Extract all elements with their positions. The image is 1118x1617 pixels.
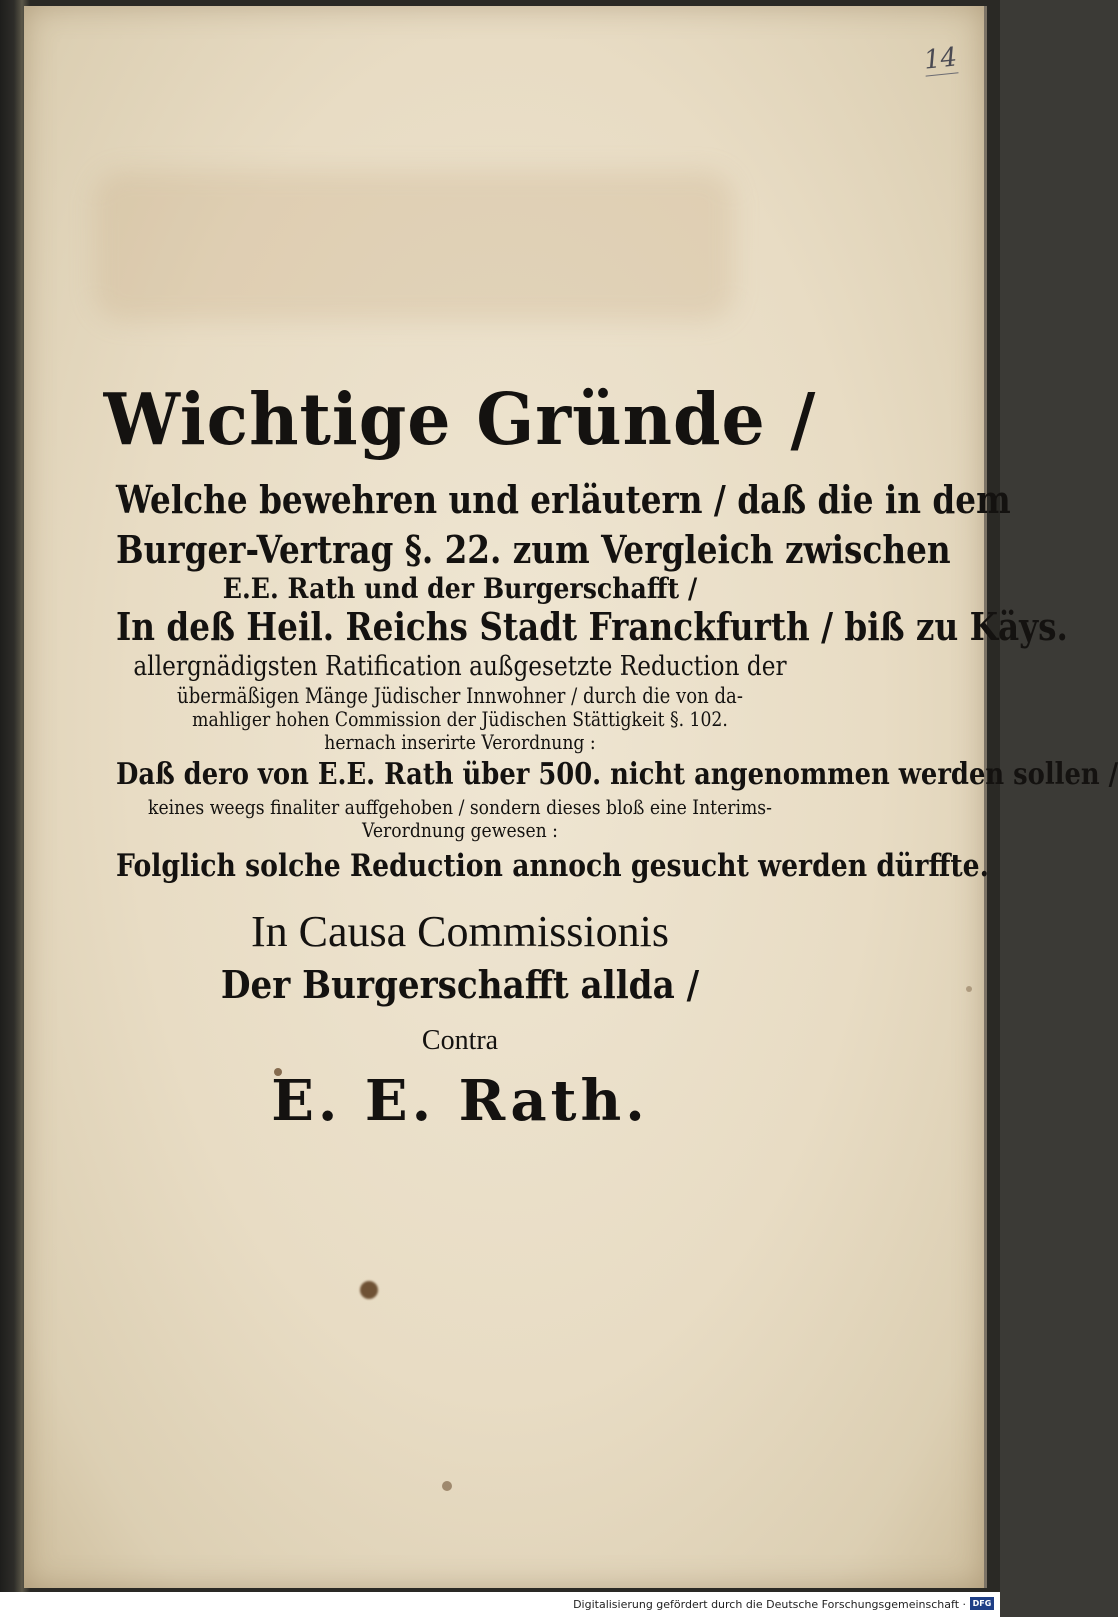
ink-spot — [360, 1281, 378, 1299]
page-number: 14 — [922, 42, 959, 76]
subtitle-line: mahliger hohen Commission der Jüdischen Stättigkeit §. 102. — [192, 707, 728, 731]
ink-spot — [966, 986, 972, 992]
subtitle-line: keines weegs finaliter auffgehoben / sondern dieses bloß eine Interims- — [148, 795, 772, 819]
subtitle-line: Verordnung gewesen : — [362, 818, 558, 842]
paper-stain — [94, 171, 734, 321]
subtitle-line: Welche bewehren und erläutern / daß die in dem — [116, 477, 1011, 522]
ink-spot — [442, 1481, 452, 1491]
subtitle-line: E.E. Rath und der Burgerschafft / — [222, 572, 698, 605]
causa-heading: In Causa Commissionis — [250, 907, 670, 956]
footer-credit: Digitalisierung gefördert durch die Deutsche Forschungsgemeinschaft · — [573, 1598, 966, 1611]
subtitle-line: allergnädigsten Ratification außgesetzte Reduction der — [133, 651, 787, 682]
document-title: Wichtige Gründe / — [103, 378, 817, 462]
subtitle-line: Daß dero von E.E. Rath über 500. nicht angenommen werden sollen / — [116, 757, 1118, 792]
digitization-footer — [0, 1592, 1000, 1617]
subtitle-line: hernach inserirte Verordnung : — [324, 730, 596, 754]
defendant-party: E. E. Rath. — [271, 1068, 649, 1134]
subtitle-line: In deß Heil. Reichs Stadt Franckfurth / biß zu Käys. — [116, 604, 1068, 649]
subtitle-line: übermäßigen Mänge Jüdischer Innwohner / durch die von da- — [177, 684, 743, 708]
subtitle-line: Burger-Vertrag §. 22. zum Vergleich zwischen — [116, 527, 951, 572]
plaintiff-party: Der Burgerschafft allda / — [220, 962, 700, 1007]
contra-label: Contra — [421, 1025, 499, 1056]
subtitle-line: Folglich solche Reduction annoch gesucht werden dürffte. — [116, 848, 989, 884]
dfg-logo-icon: DFG — [970, 1597, 994, 1610]
